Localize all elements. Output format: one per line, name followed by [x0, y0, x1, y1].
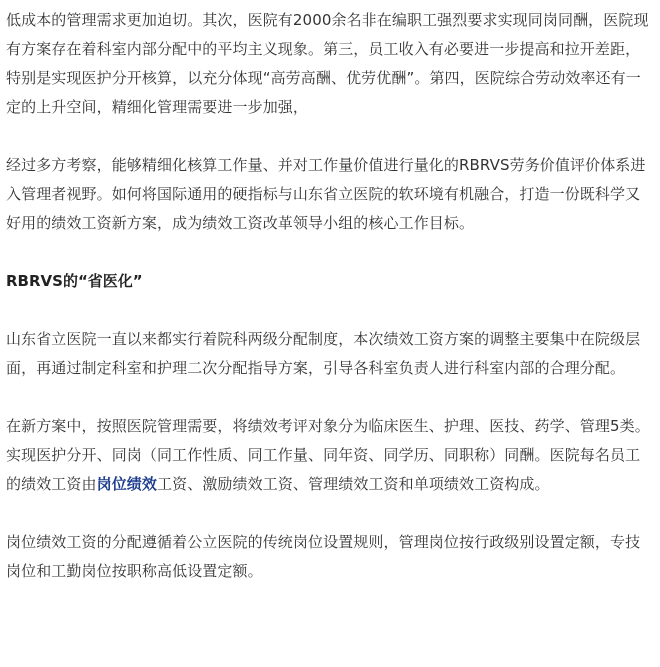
section-heading: RBRVS的“省医化” — [6, 272, 143, 290]
paragraph-4-text-before: 在新方案中，按照医院管理需要，将绩效考评对象分为临床医生、护理、医技、药学、管理5类。实现医护分开、同岗（同工作性质、同工作量、同年资、同学历、同职称）同酬。医院每名员工的绩效工资由 — [6, 417, 650, 493]
paragraph-2: 经过多方考察，能够精细化核算工作量、并对工作量价值进行量化的RBRVS劳务价值评价体系进入管理者视野。如何将国际通用的硬指标与山东省立医院的软环境有机融合，打造一份既科学又好用的绩效工资新方案，成为绩效工资改革领导小组的核心工作目标。 — [6, 156, 646, 232]
paragraph-5: 岗位绩效工资的分配遵循着公立医院的传统岗位设置规则，管理岗位按行政级别设置定额，专技岗位和工勤岗位按职称高低设置定额。 — [6, 533, 641, 580]
paragraph-1: 低成本的管理需求更加迫切。其次，医院有2000余名非在编职工强烈要求实现同岗同酬，医院现有方案存在着科室内部分配中的平均主义现象。第三，员工收入有必要进一步提高和拉开差距，特别是实现医护分开核算，以充分体现“高劳高酬、优劳优酬”。第四，医院综合劳动效率还有一定的上升空间，精细化管理需要进一步加强， — [6, 11, 649, 116]
paragraph-gap — [6, 122, 654, 151]
paragraph-gap — [6, 296, 654, 325]
paragraph-gap — [6, 238, 654, 267]
paragraph-gap — [6, 383, 654, 412]
paragraph-gap — [6, 499, 654, 528]
paragraph-3: 山东省立医院一直以来都实行着院科两级分配制度，本次绩效工资方案的调整主要集中在院级层面，再通过制定科室和护理二次分配指导方案，引导各科室负责人进行科室内部的合理分配。 — [6, 330, 641, 377]
article-body — [6, 0, 654, 586]
paragraph-4 — [6, 412, 654, 499]
paragraph-4-text-after: 工资、激励绩效工资、管理绩效工资和单项绩效工资构成。 — [157, 475, 550, 493]
position-performance-link[interactable]: 岗位绩效 — [96, 475, 158, 493]
